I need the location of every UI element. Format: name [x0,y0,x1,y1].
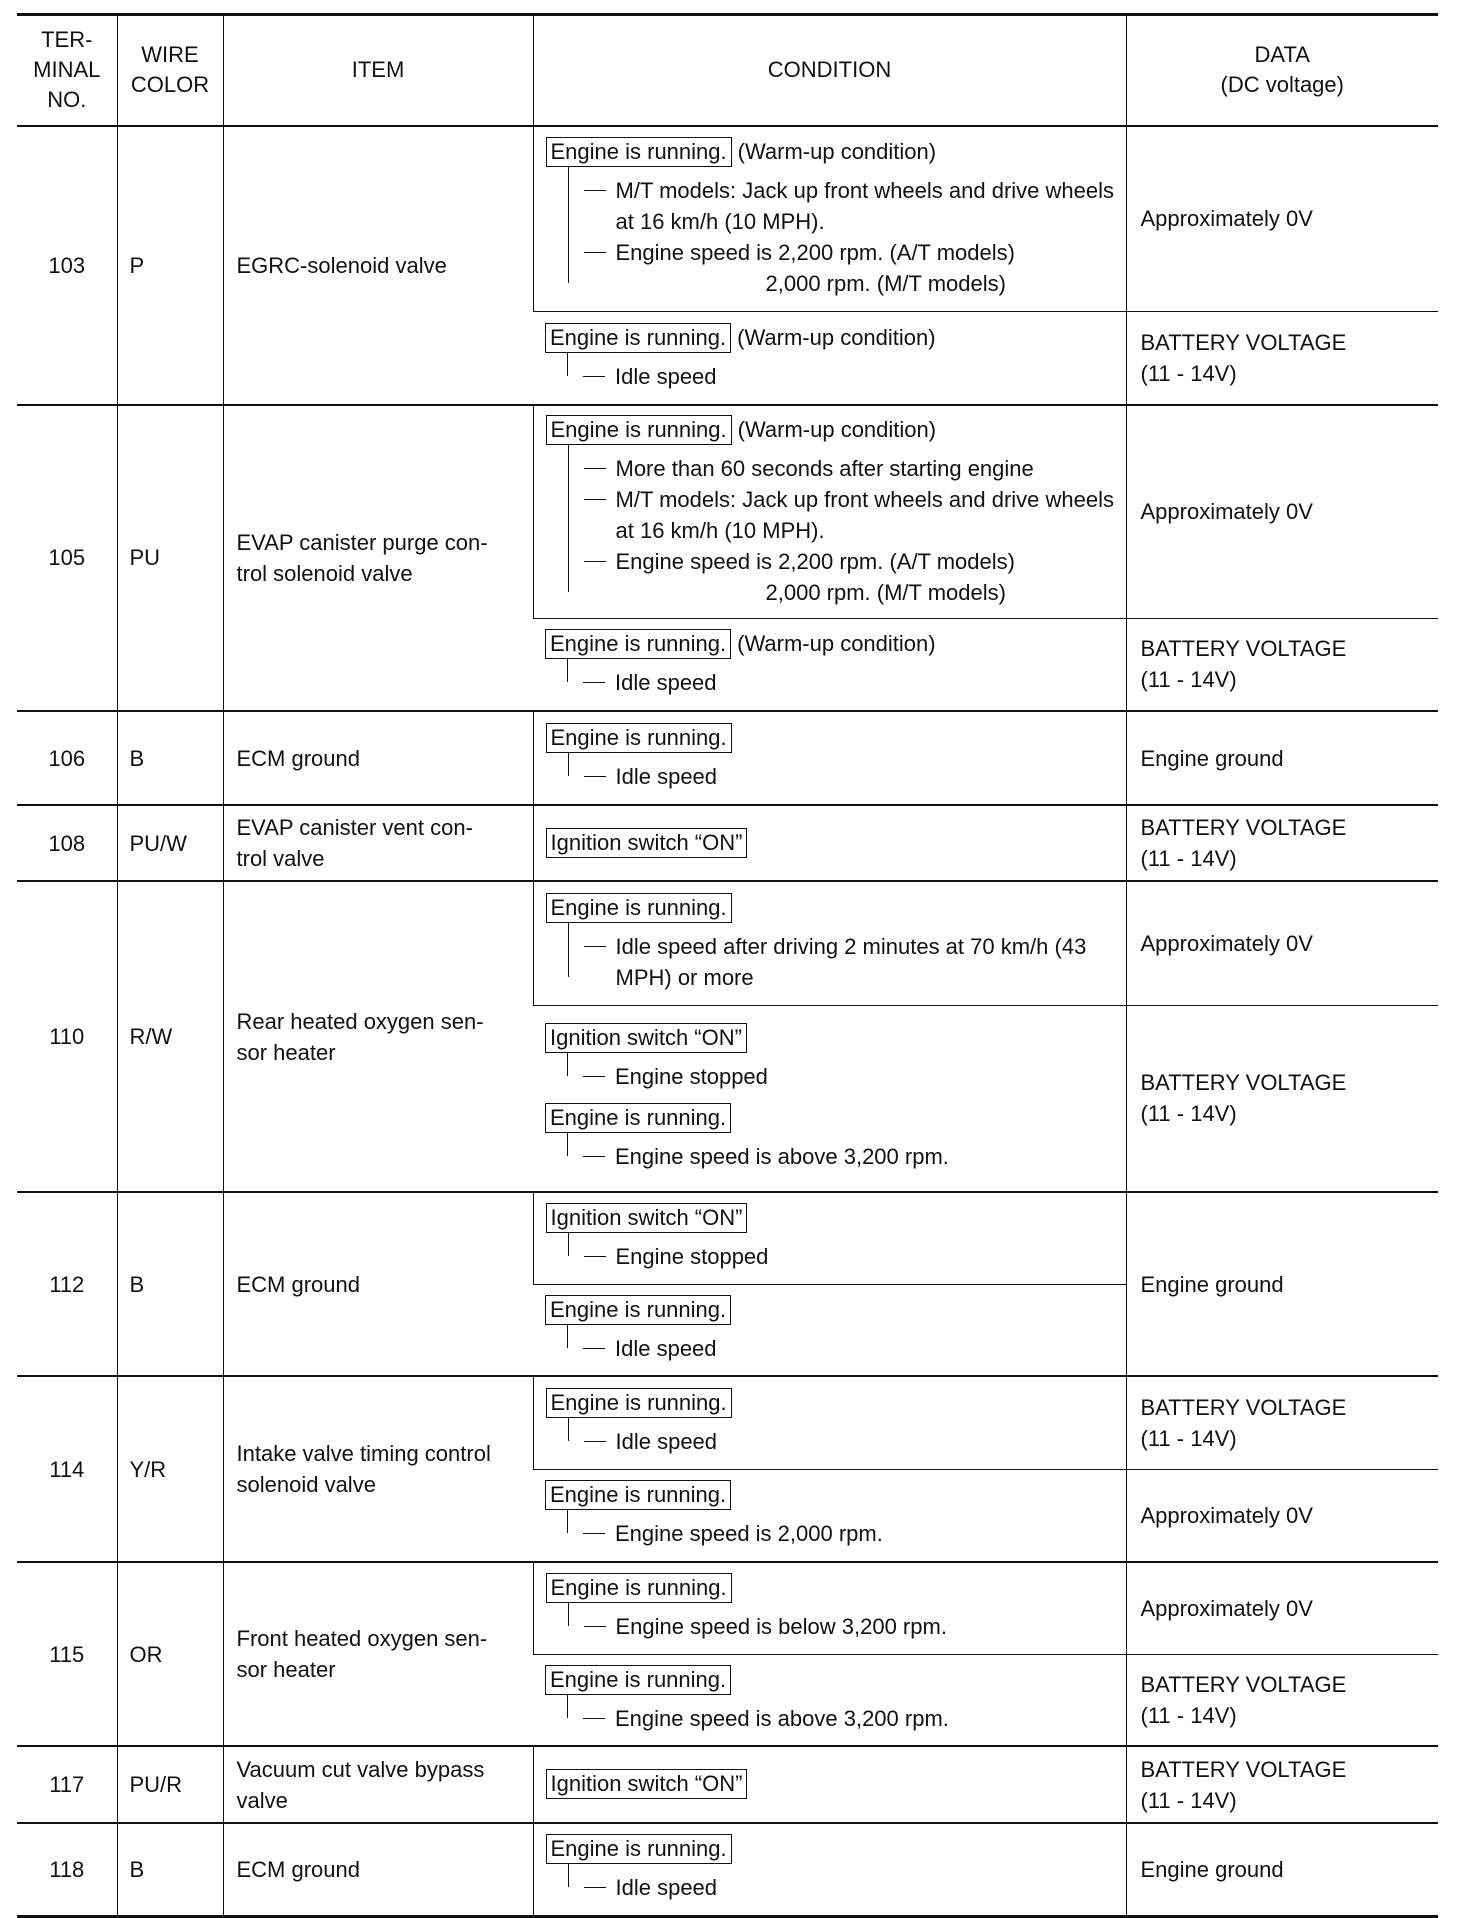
table-row [17,805,1438,881]
condition-item: Engine speed is above 3,200 rpm. [615,1703,1116,1734]
condition-block [546,722,1116,792]
condition-block [546,136,1116,299]
condition-cell [533,1562,1126,1654]
condition-tree [568,453,1116,608]
condition-tree [567,1141,1116,1172]
condition-line [546,892,1116,923]
item-cell: EVAP canister purge con- trol solenoid valve [223,405,533,712]
terminal-no-cell: 108 [17,805,117,881]
terminal-no-cell: 114 [17,1376,117,1562]
condition-line [546,136,1116,167]
condition-note: (Warm-up condition) [737,139,937,165]
condition-state-box: Ignition switch “ON” [546,828,748,858]
condition-tree [567,1518,1116,1549]
condition-cell [533,881,1126,1005]
item-cell: Front heated oxygen sen- sor heater [223,1562,533,1746]
condition-line [545,322,1116,353]
condition-tree [567,1061,1116,1092]
condition-note: (Warm-up condition) [737,416,937,442]
item-cell: Vacuum cut valve bypass valve [223,1746,533,1823]
item-cell: ECM ground [223,711,533,805]
condition-item: Engine stopped [616,1241,1116,1272]
condition-block [545,322,1116,392]
condition-state-box: Engine is running. [545,1665,731,1695]
condition-line [545,628,1116,659]
condition-item: Engine speed is below 3,200 rpm. [616,1611,1116,1642]
condition-state-box: Engine is running. [546,1388,732,1418]
condition-item: M/T models: Jack up front wheels and drive wheels at 16 km/h (10 MPH). [616,175,1116,237]
condition-tree [567,1703,1116,1734]
condition-cell [533,711,1126,805]
condition-item: More than 60 seconds after starting engine [616,453,1116,484]
condition-cell [533,618,1126,711]
table-row [17,1746,1438,1823]
header-row [17,15,1438,126]
data-voltage-cell: Approximately 0V [1126,881,1438,1005]
condition-cell [533,1654,1126,1746]
data-voltage-cell: Approximately 0V [1126,405,1438,619]
condition-tree [568,1872,1116,1903]
condition-block [545,628,1116,698]
condition-block [546,827,1116,858]
condition-block [545,1294,1116,1364]
item-cell: EGRC-solenoid valve [223,126,533,405]
condition-cell [533,1746,1126,1823]
data-voltage-cell: BATTERY VOLTAGE (11 - 14V) [1126,312,1438,405]
terminal-no-cell: 105 [17,405,117,712]
data-voltage-cell: Approximately 0V [1126,1469,1438,1562]
condition-state-box: Engine is running. [546,893,732,923]
condition-note: (Warm-up condition) [737,631,936,657]
condition-item: Idle speed [616,1872,1116,1903]
data-voltage-cell: BATTERY VOLTAGE (11 - 14V) [1126,1005,1438,1192]
wire-color-cell: OR [117,1562,223,1746]
condition-cell [533,1469,1126,1562]
condition-state-box: Ignition switch “ON” [546,1203,748,1233]
terminal-no-cell: 106 [17,711,117,805]
table-row [17,881,1438,1005]
wire-color-cell: PU/R [117,1746,223,1823]
condition-state-box: Engine is running. [546,723,732,753]
wire-color-cell: P [117,126,223,405]
condition-block [546,1572,1116,1642]
condition-line [545,1294,1116,1325]
condition-state-box: Engine is running. [546,137,732,167]
condition-state-box: Ignition switch “ON” [545,1023,747,1053]
condition-tree [568,1241,1116,1272]
wire-color-cell: PU/W [117,805,223,881]
table-row [17,405,1438,619]
condition-item: Engine stopped [615,1061,1116,1092]
condition-tree [568,1611,1116,1642]
header-item: ITEM [223,15,533,126]
condition-line [546,414,1116,445]
data-voltage-cell: BATTERY VOLTAGE (11 - 14V) [1126,1654,1438,1746]
table-row [17,1376,1438,1469]
condition-note: (Warm-up condition) [737,324,936,350]
condition-tree [568,175,1116,299]
condition-cell [533,1192,1126,1284]
condition-line [546,1572,1116,1603]
wire-color-cell: R/W [117,881,223,1192]
condition-block [546,1768,1116,1799]
condition-state-box: Engine is running. [546,1573,732,1603]
condition-block [546,1833,1116,1903]
condition-line [545,1102,1116,1133]
header-condition: CONDITION [533,15,1126,126]
table-row [17,1823,1438,1916]
condition-tree [567,361,1116,392]
condition-line [546,827,1116,858]
wire-color-cell: B [117,1192,223,1376]
table-row [17,1562,1438,1654]
condition-cell [533,1005,1126,1192]
condition-item: Idle speed after driving 2 minutes at 70 km/h (43 MPH) or more [616,931,1116,993]
condition-state-box: Engine is running. [546,1834,732,1864]
condition-tree [568,931,1116,993]
condition-item: Engine speed is 2,000 rpm. [615,1518,1116,1549]
header-data: DATA (DC voltage) [1126,15,1438,126]
wire-color-cell: B [117,711,223,805]
item-cell: Rear heated oxygen sen- sor heater [223,881,533,1192]
condition-block [546,1202,1116,1272]
wire-color-cell: Y/R [117,1376,223,1562]
data-voltage-cell: BATTERY VOLTAGE (11 - 14V) [1126,1746,1438,1823]
condition-line [546,1387,1116,1418]
condition-item: Idle speed [616,761,1116,792]
condition-block [546,414,1116,608]
table-row [17,126,1438,312]
condition-block [545,1102,1116,1172]
condition-item: M/T models: Jack up front wheels and drive wheels at 16 km/h (10 MPH). [616,484,1116,546]
condition-state-box: Engine is running. [545,1295,731,1325]
condition-block [545,1664,1116,1734]
condition-cell [533,312,1126,405]
item-cell: ECM ground [223,1192,533,1376]
terminal-no-cell: 112 [17,1192,117,1376]
condition-item: Engine speed is above 3,200 rpm. [615,1141,1116,1172]
table-body [17,126,1438,1917]
data-voltage-cell: Engine ground [1126,1192,1438,1376]
ecm-terminals-table [17,13,1438,1918]
condition-item: Idle speed [615,1333,1116,1364]
item-cell: Intake valve timing control solenoid valve [223,1376,533,1562]
condition-state-box: Engine is running. [545,323,731,353]
condition-item: Engine speed is 2,200 rpm. (A/T models) [616,237,1116,268]
condition-line [545,1022,1116,1053]
condition-cell [533,1823,1126,1916]
data-voltage-cell: Approximately 0V [1126,126,1438,312]
condition-tree [568,1426,1116,1457]
condition-item: Idle speed [615,667,1116,698]
condition-item-continuation: 2,000 rpm. (M/T models) [765,271,1006,297]
wire-color-cell: PU [117,405,223,712]
condition-line [546,1768,1116,1799]
condition-line [546,1202,1116,1233]
header-terminal-no: TER- MINAL NO. [17,15,117,126]
condition-item: Engine speed is 2,200 rpm. (A/T models) [616,546,1116,577]
table-row [17,1192,1438,1284]
wire-color-cell: B [117,1823,223,1916]
condition-cell [533,805,1126,881]
data-voltage-cell: BATTERY VOLTAGE (11 - 14V) [1126,618,1438,711]
condition-state-box: Engine is running. [546,415,732,445]
terminal-no-cell: 110 [17,881,117,1192]
item-cell: ECM ground [223,1823,533,1916]
condition-line [545,1664,1116,1695]
condition-state-box: Ignition switch “ON” [546,1769,748,1799]
data-voltage-cell: Engine ground [1126,1823,1438,1916]
condition-item: Idle speed [615,361,1116,392]
condition-tree [567,667,1116,698]
terminal-data-sheet [17,13,1438,1918]
data-voltage-cell: Engine ground [1126,711,1438,805]
header-wire-color: WIRE COLOR [117,15,223,126]
terminal-no-cell: 115 [17,1562,117,1746]
data-voltage-cell: BATTERY VOLTAGE (11 - 14V) [1126,805,1438,881]
condition-block [545,1479,1116,1549]
table-row [17,711,1438,805]
condition-block [545,1022,1116,1092]
condition-item: Idle speed [616,1426,1116,1457]
condition-state-box: Engine is running. [545,629,731,659]
terminal-no-cell: 117 [17,1746,117,1823]
condition-line [546,722,1116,753]
condition-cell [533,1284,1126,1376]
condition-state-box: Engine is running. [545,1103,731,1133]
data-voltage-cell: BATTERY VOLTAGE (11 - 14V) [1126,1376,1438,1469]
condition-block [546,892,1116,993]
terminal-no-cell: 103 [17,126,117,405]
condition-cell [533,1376,1126,1469]
condition-item-continuation: 2,000 rpm. (M/T models) [765,579,1006,605]
condition-block [546,1387,1116,1457]
condition-cell [533,126,1126,312]
terminal-no-cell: 118 [17,1823,117,1916]
condition-line [546,1833,1116,1864]
condition-tree [568,761,1116,792]
item-cell: EVAP canister vent con- trol valve [223,805,533,881]
data-voltage-cell: Approximately 0V [1126,1562,1438,1654]
condition-state-box: Engine is running. [545,1480,731,1510]
condition-cell [533,405,1126,619]
condition-tree [567,1333,1116,1364]
condition-line [545,1479,1116,1510]
